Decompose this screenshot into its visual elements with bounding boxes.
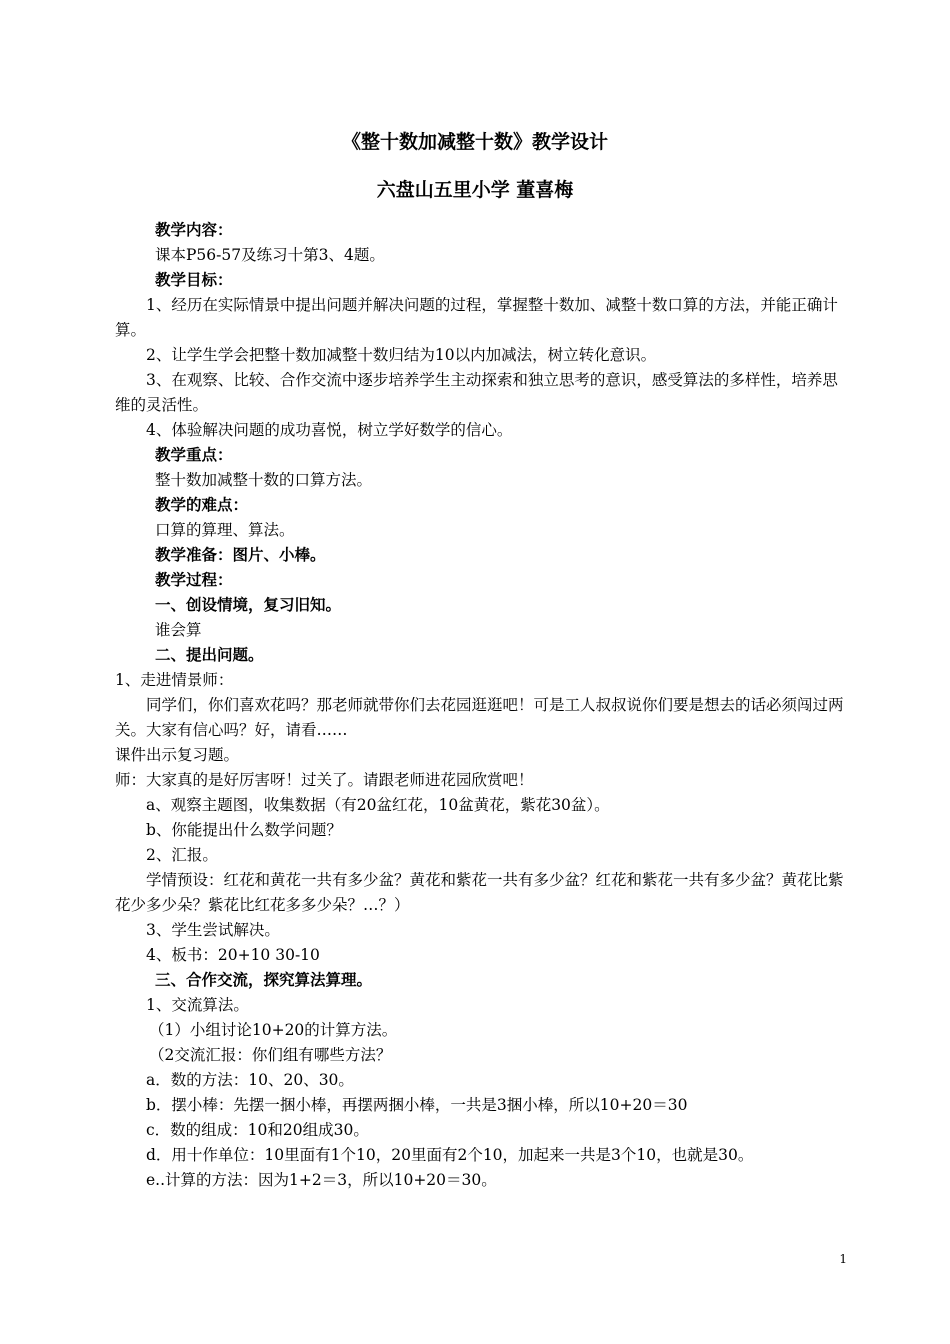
paragraph: a．数的方法：10、20、30。 <box>146 1071 354 1089</box>
paragraph: 1、交流算法。 <box>146 996 249 1014</box>
paragraph: 同学们，你们喜欢花吗？那老师就带你们去花园逛逛吧！可是工人叔叔说你们要是想去的话必须闯过两关。大家有信心吗？好，请看…… <box>115 696 844 739</box>
paragraph: 学情预设：红花和黄花一共有多少盆？黄花和紫花一共有多少盆？红花和紫花一共有多少盆？黄花比紫花少多少朵？紫花比红花多多少朵？…？） <box>115 871 844 914</box>
paragraph: （1）小组讨论10+20的计算方法。 <box>149 1021 398 1039</box>
paragraph: d．用十作单位：10里面有1个10，20里面有2个10，加起来一共是3个10，也就是30。 <box>146 1146 754 1164</box>
paragraph: 1、走进情景师： <box>115 671 234 689</box>
section-heading: 教学的难点： <box>155 496 249 514</box>
paragraph: c．数的组成：10和20组成30。 <box>146 1121 369 1139</box>
paragraph: 谁会算 <box>155 621 202 639</box>
paragraph: 课本P56-57及练习十第3、4题。 <box>155 246 385 264</box>
paragraph: e..计算的方法：因为1+2＝3，所以10+20＝30。 <box>146 1171 497 1189</box>
paragraph: 4、体验解决问题的成功喜悦，树立学好数学的信心。 <box>146 421 513 439</box>
paragraph: （2交流汇报：你们组有哪些方法？ <box>149 1046 392 1064</box>
section-heading: 教学内容： <box>155 221 233 239</box>
paragraph: 3、在观察、比较、合作交流中逐步培养学生主动探索和独立思考的意识，感受算法的多样性，培养思维的灵活性。 <box>115 371 838 414</box>
section-heading: 教学目标： <box>155 271 233 289</box>
document-title: 《整十数加减整十数》教学设计 <box>341 131 608 153</box>
paragraph: 整十数加减整十数的口算方法。 <box>155 471 373 489</box>
paragraph: 1、经历在实际情景中提出问题并解决问题的过程，掌握整十数加、减整十数口算的方法，并能正确计算。 <box>115 296 838 339</box>
paragraph: 2、汇报。 <box>146 846 218 864</box>
paragraph: a、观察主题图，收集数据（有20盆红花，10盆黄花，紫花30盆）。 <box>146 796 610 814</box>
paragraph: 2、让学生学会把整十数加减整十数归结为10以内加减法，树立转化意识。 <box>146 346 657 364</box>
section-heading: 教学过程： <box>155 571 233 589</box>
section-heading: 教学准备：图片、小棒。 <box>155 546 326 564</box>
document-body <box>115 218 850 1193</box>
paragraph: 口算的算理、算法。 <box>155 521 295 539</box>
paragraph: 师：大家真的是好厉害呀！过关了。请跟老师进花园欣赏吧！ <box>115 771 534 789</box>
paragraph: 4、板书：20+10 30-10 <box>146 946 320 964</box>
paragraph: 课件出示复习题。 <box>115 746 240 764</box>
section-heading: 一、创设情境，复习旧知。 <box>155 596 342 614</box>
page-number: 1 <box>839 1252 847 1266</box>
paragraph: b．摆小棒：先摆一捆小棒，再摆两捆小棒，一共是3捆小棒，所以10+20＝30 <box>146 1096 688 1114</box>
author-line: 六盘山五里小学 董喜梅 <box>376 179 574 201</box>
section-heading: 三、合作交流，探究算法算理。 <box>155 971 373 989</box>
section-heading: 二、提出问题。 <box>155 646 264 664</box>
paragraph: b、你能提出什么数学问题？ <box>146 821 342 839</box>
section-heading: 教学重点： <box>155 446 233 464</box>
paragraph: 3、学生尝试解决。 <box>146 921 280 939</box>
